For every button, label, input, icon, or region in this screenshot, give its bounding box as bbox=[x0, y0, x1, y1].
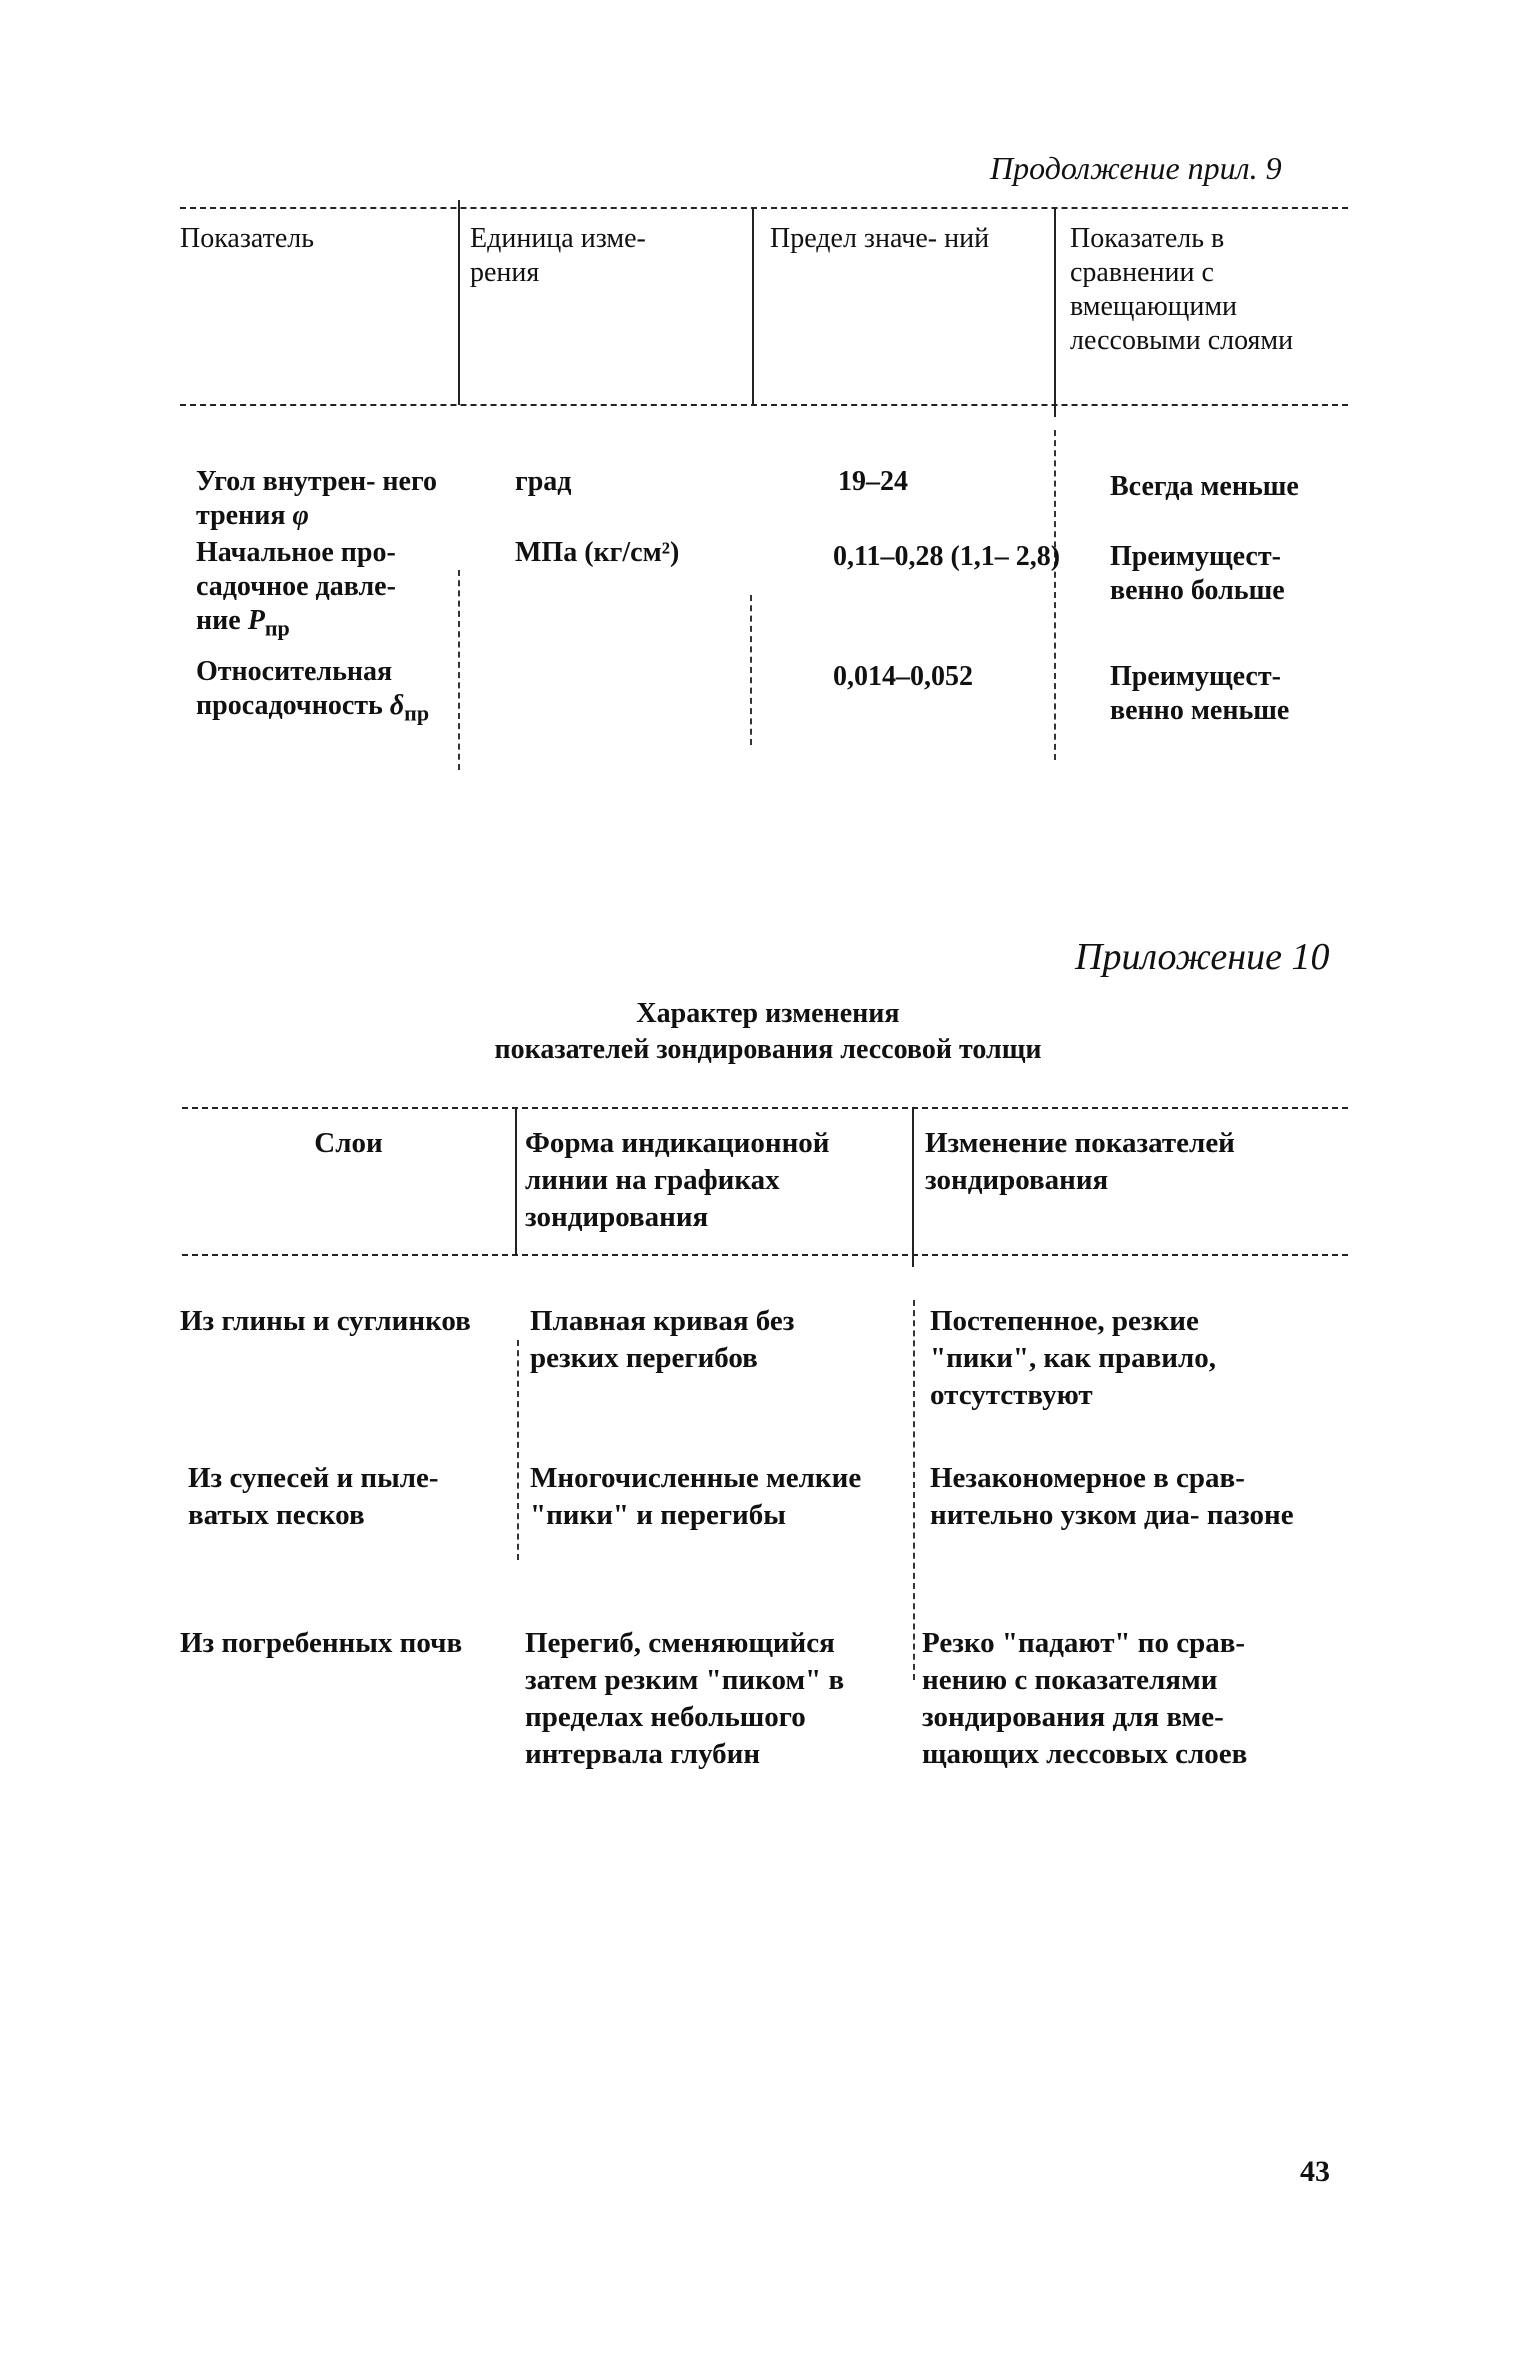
table-1-header-range: Предел значе- ний bbox=[770, 223, 990, 254]
continuation-label: Продолжение прил. 9 bbox=[990, 150, 1282, 186]
table-1-body-divider-1 bbox=[458, 570, 460, 770]
table-1-header-comparison: Показатель в сравнении с вмещающими лессовыми слоями bbox=[1070, 223, 1294, 356]
table-2-body-divider-1 bbox=[517, 1340, 519, 1560]
table-2-row-3-layer: Из погребенных почв bbox=[180, 1627, 463, 1659]
table-1-col-divider-3 bbox=[1054, 207, 1056, 417]
table-1-header-indicator: Показатель bbox=[180, 223, 314, 254]
table-1-row-2-range: 0,11–0,28 (1,1– 2,8) bbox=[833, 541, 1061, 572]
table-1-row-1-range: 19–24 bbox=[838, 466, 908, 497]
table-2-col-divider-1 bbox=[515, 1107, 517, 1255]
table-2-title-line-1: Характер изменения bbox=[636, 998, 900, 1029]
table-1-row-1-unit: град bbox=[515, 466, 572, 497]
table-1-header-rule bbox=[180, 404, 1348, 406]
table-2-row-2-form: Многочисленные мелкие "пики" и перегибы bbox=[530, 1462, 862, 1531]
table-1-col-divider-2 bbox=[752, 207, 754, 405]
table-1-row-1-comparison: Всегда меньше bbox=[1110, 471, 1299, 502]
table-2-row-3-change: Резко "падают" по срав- нению с показателями зондирования для вме- щающих лессовых слоев bbox=[922, 1627, 1248, 1770]
table-2-row-1-layer: Из глины и суглинков bbox=[180, 1305, 471, 1337]
table-2-header-change: Изменение показателей зондирования bbox=[925, 1127, 1235, 1196]
table-2-header-layers: Слои bbox=[314, 1127, 383, 1159]
table-1-row-1-indicator: Угол внутрен- него трения φ bbox=[196, 466, 437, 531]
table-1-top-rule bbox=[180, 207, 1348, 209]
table-1-body-divider-3 bbox=[1054, 430, 1056, 760]
table-2-row-3-form: Перегиб, сменяющийся затем резким "пиком" в пределах небольшого интервала глубин bbox=[525, 1627, 845, 1770]
table-1-row-2-indicator: Начальное про- садочное давле- ние $P_{пр}$ bbox=[196, 537, 396, 641]
table-1-header-unit: Единица изме- рения bbox=[470, 223, 646, 288]
table-1-row-3-range: 0,014–0,052 bbox=[833, 661, 973, 692]
table-1-col-divider-1 bbox=[458, 200, 460, 405]
table-1-row-3-indicator: Относительная просадочность $\delta_{пр}$ bbox=[196, 656, 430, 726]
table-2-row-2-layer: Из супесей и пыле- ватых песков bbox=[188, 1462, 439, 1531]
table-2-row-1-change: Постепенное, резкие "пики", как правило, отсутствуют bbox=[930, 1305, 1216, 1411]
table-2-col-divider-2 bbox=[912, 1107, 914, 1267]
page-number: 43 bbox=[1300, 2155, 1330, 2188]
table-2-row-2-change: Незакономерное в срав- нительно узком диа- пазоне bbox=[930, 1462, 1294, 1531]
table-1-row-2-comparison: Преимущест- венно больше bbox=[1110, 541, 1285, 606]
appendix-label: Приложение 10 bbox=[1075, 936, 1330, 978]
table-2-row-1-form: Плавная кривая без резких перегибов bbox=[530, 1305, 795, 1374]
table-2-top-rule bbox=[182, 1107, 1348, 1109]
table-1-body-divider-2 bbox=[750, 595, 752, 745]
table-2-title-line-2: показателей зондирования лессовой толщи bbox=[494, 1034, 1042, 1065]
table-1-row-3-comparison: Преимущест- венно меньше bbox=[1110, 661, 1290, 726]
table-1-row-2-unit: МПа (кг/см²) bbox=[515, 537, 680, 568]
table-2-header-rule bbox=[182, 1254, 1348, 1256]
table-2-header-form: Форма индикационной линии на графиках зондирования bbox=[525, 1127, 830, 1233]
